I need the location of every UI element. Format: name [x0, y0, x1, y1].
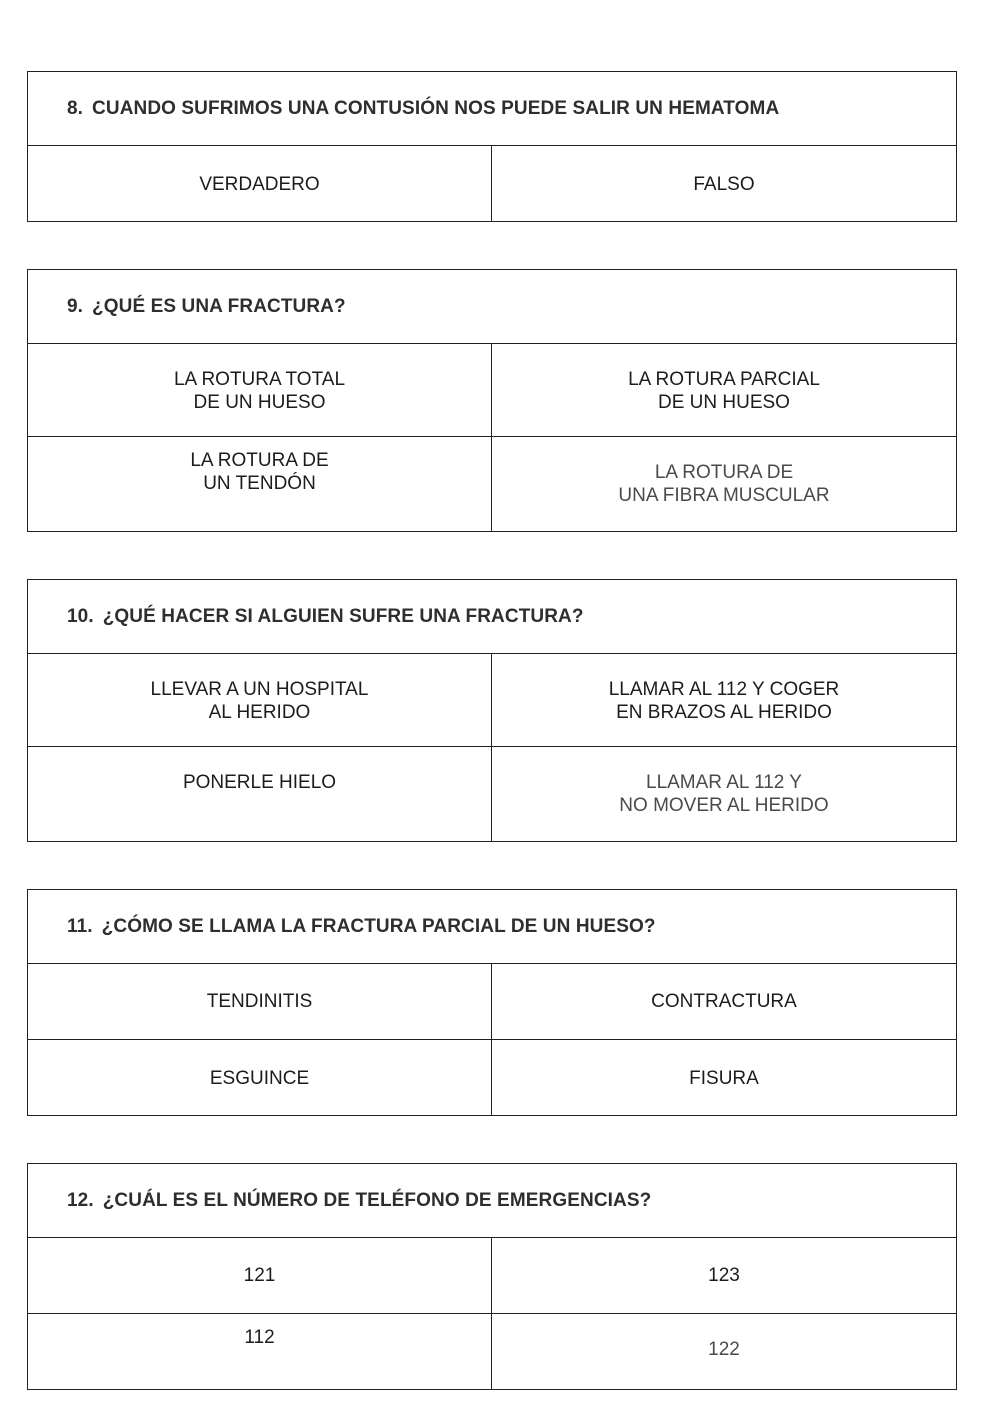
answer-option-falso[interactable]: FALSO — [693, 173, 755, 195]
answer-option-112[interactable]: 112 — [28, 1314, 492, 1390]
answer-option-tendinitis[interactable]: TENDINITIS — [28, 964, 492, 1039]
answer-option-llamar-coger[interactable]: LLAMAR AL 112 Y COGER EN BRAZOS AL HERIDO — [608, 679, 840, 723]
answer-option-122[interactable]: 122 — [708, 1339, 740, 1360]
question-text: ¿CÓMO SE LLAMA LA FRACTURA PARCIAL DE UN HUESO? — [101, 915, 656, 937]
answer-option-fisura[interactable]: FISURA — [689, 1067, 759, 1089]
question-11-heading — [28, 890, 956, 964]
question-10-heading — [28, 580, 956, 654]
question-8 — [27, 71, 957, 222]
answer-option-121[interactable]: 121 — [28, 1238, 492, 1313]
question-10 — [27, 579, 957, 842]
question-9-heading — [28, 270, 956, 344]
question-11 — [27, 889, 957, 1116]
question-9 — [27, 269, 957, 532]
question-number: 10. — [67, 605, 94, 627]
question-number: 9. — [67, 295, 84, 317]
answer-row — [28, 1238, 956, 1314]
answer-option-rotura-fibra[interactable]: LA ROTURA DE UNA FIBRA MUSCULAR — [618, 462, 830, 506]
question-12-heading — [28, 1164, 956, 1238]
question-number: 11. — [67, 915, 93, 937]
question-number: 8. — [67, 97, 84, 119]
answer-option-hielo[interactable]: PONERLE HIELO — [28, 747, 492, 841]
answer-option-rotura-total[interactable]: LA ROTURA TOTAL DE UN HUESO — [28, 344, 492, 436]
question-text: ¿CUÁL ES EL NÚMERO DE TELÉFONO DE EMERGENCIAS? — [102, 1189, 652, 1211]
answer-row — [28, 437, 956, 531]
question-number: 12. — [67, 1189, 94, 1211]
answer-option-llamar-no-mover[interactable]: LLAMAR AL 112 Y NO MOVER AL HERIDO — [619, 772, 829, 816]
question-text: CUANDO SUFRIMOS UNA CONTUSIÓN NOS PUEDE SALIR UN HEMATOMA — [92, 97, 780, 119]
answer-option-rotura-parcial[interactable]: LA ROTURA PARCIAL DE UN HUESO — [628, 369, 820, 413]
answer-row — [28, 344, 956, 437]
answer-row — [28, 654, 956, 747]
answer-row — [28, 747, 956, 841]
answer-option-verdadero[interactable]: VERDADERO — [28, 146, 492, 222]
question-12 — [27, 1163, 957, 1390]
question-text: ¿QUÉ ES UNA FRACTURA? — [92, 295, 346, 317]
question-text: ¿QUÉ HACER SI ALGUIEN SUFRE UNA FRACTURA? — [102, 605, 584, 627]
answer-option-rotura-tendon[interactable]: LA ROTURA DE UN TENDÓN — [28, 437, 492, 531]
answer-row — [28, 1314, 956, 1390]
answer-option-hospital[interactable]: LLEVAR A UN HOSPITAL AL HERIDO — [28, 654, 492, 746]
answer-option-esguince[interactable]: ESGUINCE — [28, 1040, 492, 1116]
answer-option-contractura[interactable]: CONTRACTURA — [651, 991, 797, 1012]
answer-option-123[interactable]: 123 — [708, 1265, 740, 1286]
answer-row — [28, 964, 956, 1040]
answer-row — [28, 1040, 956, 1116]
question-8-heading — [28, 72, 956, 146]
answer-row — [28, 146, 956, 222]
